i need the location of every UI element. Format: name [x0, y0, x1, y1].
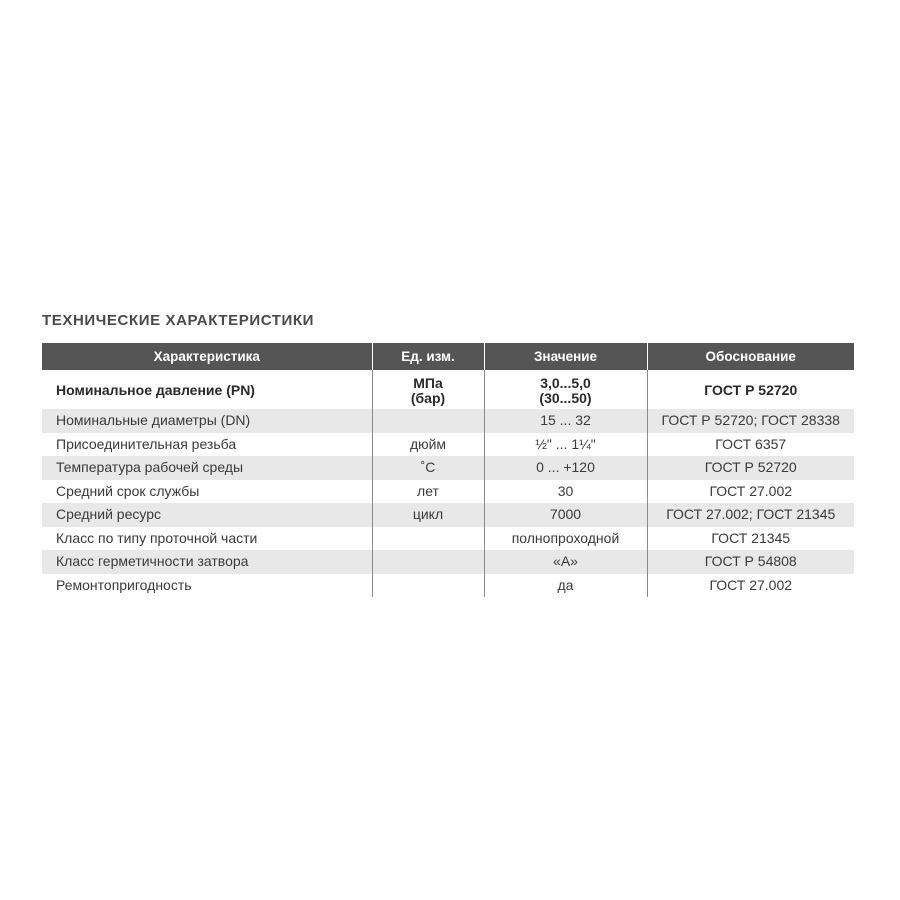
- cell-unit: [372, 527, 484, 551]
- cell-basis: ГОСТ Р 52720: [647, 370, 854, 409]
- cell-basis: ГОСТ 27.002; ГОСТ 21345: [647, 503, 854, 527]
- cell-value: 7000: [484, 503, 647, 527]
- table-row: [42, 480, 854, 504]
- cell-basis: ГОСТ 21345: [647, 527, 854, 551]
- value-line-1: 3,0...5,0: [540, 374, 591, 391]
- cell-unit: ˚С: [372, 456, 484, 480]
- cell-characteristic: Номинальное давление (PN): [56, 382, 255, 399]
- section-title: ТЕХНИЧЕСКИЕ ХАРАКТЕРИСТИКИ: [42, 312, 315, 329]
- cell-characteristic: Ремонтопригодность: [56, 576, 192, 593]
- cell-characteristic: Температура рабочей среды: [42, 456, 372, 480]
- table-header-row: [42, 343, 854, 370]
- cell-unit: дюйм: [372, 433, 484, 457]
- header-value: Значение: [484, 343, 647, 370]
- cell-characteristic: Класс по типу проточной части: [56, 529, 258, 546]
- cell-value: да: [484, 574, 647, 598]
- cell-basis: ГОСТ 27.002: [647, 574, 854, 598]
- table-row: [42, 503, 854, 527]
- table-row: [42, 574, 854, 598]
- specs-table: [42, 343, 854, 597]
- table-row: [42, 433, 854, 457]
- cell-basis: ГОСТ 27.002: [647, 480, 854, 504]
- cell-value: [484, 370, 647, 409]
- cell-characteristic: Присоединительная резьба: [56, 435, 237, 452]
- cell-unit: [372, 550, 484, 574]
- value-line-2: (30...50): [539, 389, 592, 406]
- cell-unit: [372, 370, 484, 409]
- unit-line-1: МПа: [413, 374, 443, 391]
- unit-line-2: (бар): [410, 389, 446, 406]
- cell-value: 30: [484, 480, 647, 504]
- cell-basis: ГОСТ Р 54808: [647, 550, 854, 574]
- cell-characteristic: Средний ресурс: [42, 503, 372, 527]
- cell-unit: лет: [372, 480, 484, 504]
- cell-basis: ГОСТ Р 52720: [647, 456, 854, 480]
- cell-value: ½" ... 1¼": [484, 433, 647, 457]
- table-row: [42, 456, 854, 480]
- cell-unit: цикл: [372, 503, 484, 527]
- table-row: [42, 550, 854, 574]
- cell-value: полнопроходной: [484, 527, 647, 551]
- header-characteristic: Характеристика: [42, 343, 372, 370]
- table-row: [42, 370, 854, 409]
- cell-basis: ГОСТ Р 52720; ГОСТ 28338: [647, 409, 854, 433]
- table-row: [42, 409, 854, 433]
- cell-characteristic: Средний срок службы: [56, 482, 200, 499]
- header-unit: Ед. изм.: [372, 343, 484, 370]
- cell-value: «А»: [484, 550, 647, 574]
- cell-value: 0 ... +120: [484, 456, 647, 480]
- cell-unit: [372, 409, 484, 433]
- cell-characteristic: Номинальные диаметры (DN): [42, 409, 372, 433]
- cell-basis: ГОСТ 6357: [647, 433, 854, 457]
- header-basis: Обоснование: [647, 343, 854, 370]
- cell-value: 15 ... 32: [484, 409, 647, 433]
- table-row: [42, 527, 854, 551]
- cell-characteristic: Класс герметичности затвора: [42, 550, 372, 574]
- cell-unit: [372, 574, 484, 598]
